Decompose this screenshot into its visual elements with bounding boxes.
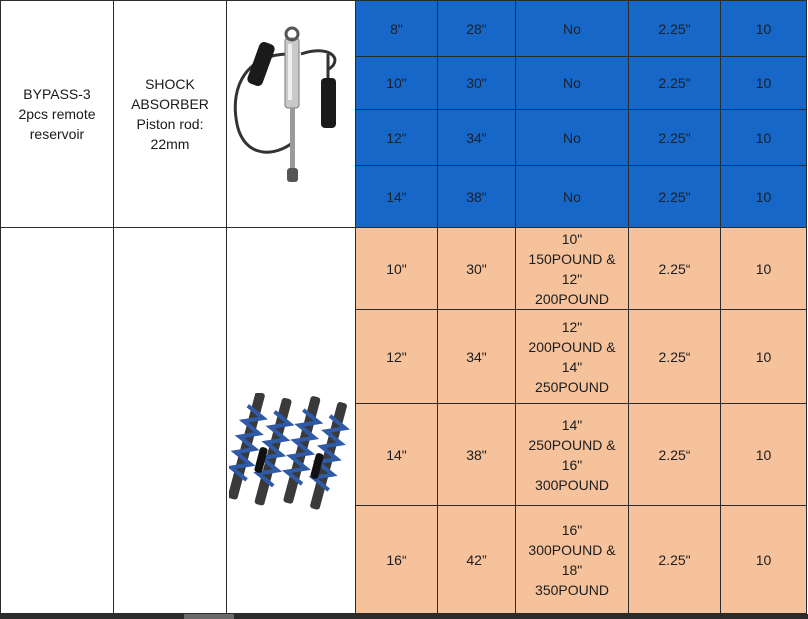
spring-cell: 10" 150POUND & 12" 200POUND xyxy=(516,228,629,310)
product-image-cell xyxy=(227,228,356,614)
spring-cell: No xyxy=(516,110,629,166)
size-cell: 16“ xyxy=(356,506,438,614)
remote-reservoir-shock-image xyxy=(229,24,355,204)
coilover-shock-set-image xyxy=(229,393,355,523)
length-cell: 30" xyxy=(438,228,516,310)
quantity-cell: 10 xyxy=(721,506,807,614)
spring-cell: 12" 200POUND & 14" 250POUND xyxy=(516,310,629,404)
size-cell: 14" xyxy=(356,166,438,228)
type-cell-empty xyxy=(114,228,227,614)
quantity-cell: 10 xyxy=(721,310,807,404)
length-cell: 30" xyxy=(438,57,516,110)
length-cell: 28" xyxy=(438,1,516,57)
quantity-cell: 10 xyxy=(721,228,807,310)
size-cell: 12" xyxy=(356,310,438,404)
type-cell: SHOCK ABSORBER Piston rod: 22mm xyxy=(114,1,227,228)
bottom-border-bar xyxy=(0,614,808,619)
model-cell-empty xyxy=(1,228,114,614)
quantity-cell: 10 xyxy=(721,110,807,166)
length-cell: 34" xyxy=(438,310,516,404)
size-cell: 12" xyxy=(356,110,438,166)
length-cell: 42” xyxy=(438,506,516,614)
scroll-thumb[interactable] xyxy=(184,614,234,619)
diameter-cell: 2.25" xyxy=(629,1,721,57)
length-cell: 38" xyxy=(438,166,516,228)
quantity-cell: 10 xyxy=(721,166,807,228)
diameter-cell: 2.25" xyxy=(629,166,721,228)
model-cell: BYPASS-3 2pcs remote reservoir xyxy=(1,1,114,228)
size-cell: 14" xyxy=(356,404,438,506)
diameter-cell: 2.25“ xyxy=(629,310,721,404)
length-cell: 34" xyxy=(438,110,516,166)
diameter-cell: 2.25“ xyxy=(629,228,721,310)
diameter-cell: 2.25" xyxy=(629,506,721,614)
product-image-cell xyxy=(227,1,356,228)
size-cell: 10" xyxy=(356,228,438,310)
length-cell: 38" xyxy=(438,404,516,506)
quantity-cell: 10 xyxy=(721,1,807,57)
table-row xyxy=(1,1,807,57)
size-cell: 10" xyxy=(356,57,438,110)
spring-cell: 14" 250POUND & 16" 300POUND xyxy=(516,404,629,506)
quantity-cell: 10 xyxy=(721,404,807,506)
spring-cell: No xyxy=(516,57,629,110)
size-cell: 8" xyxy=(356,1,438,57)
diameter-cell: 2.25" xyxy=(629,110,721,166)
table-row xyxy=(1,228,807,310)
spring-cell: No xyxy=(516,166,629,228)
diameter-cell: 2.25" xyxy=(629,57,721,110)
spring-cell: No xyxy=(516,1,629,57)
quantity-cell: 10 xyxy=(721,57,807,110)
diameter-cell: 2.25“ xyxy=(629,404,721,506)
spring-cell: 16" 300POUND & 18" 350POUND xyxy=(516,506,629,614)
